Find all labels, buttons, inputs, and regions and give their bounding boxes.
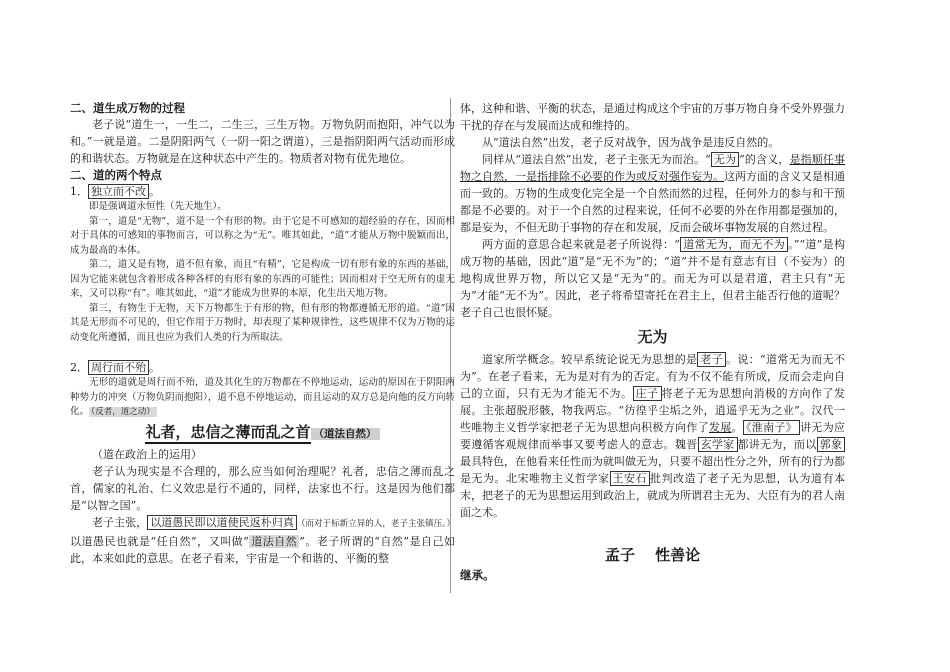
boxed-term: 《淮南子》 [743, 420, 800, 435]
text: 将老子无为思想向消极的方向作了发展。主张超脱形骸，物我两忘。“彷徨乎尘垢之外，逍遥乎无为之业”。汉代一些唯物主义哲学家把老子无为思想向积极方向作了 [460, 387, 845, 434]
paragraph: 老子认为现实是不合理的，那么应当如何治理呢？礼者，忠信之薄而乱之首，儒家的礼治、仁义效忠是行不通的，同样，法家也不行。这是因为他们都是“以智之国”。 [70, 464, 455, 512]
main-title [70, 420, 455, 446]
text: ”。老子所谓的“自然”是自己如此，本来如此的意思。在老子看来，宇宙是一个和谐的、平衡的整 [70, 534, 455, 565]
boxed-term: 老子 [697, 352, 726, 367]
side-note: （而对于标新立异的人，老子主张镇压。） [296, 518, 455, 529]
feature-number: 1． [70, 185, 88, 198]
sub-note: 即是强调道永恒性（先天地生）。 [89, 201, 227, 212]
boxed-term: 王安石 [610, 471, 651, 486]
paragraph [460, 236, 845, 321]
boxed-term: 道常无为，而无不为 [680, 237, 788, 252]
text: 同样从“道法自然”出发，老子主张无为而治。“ [482, 153, 711, 166]
section-heading: 二、道生成万物的过程 [70, 101, 185, 115]
paragraph: 第二，道又是有物，道不但有象，而且“有精”，它是构成一切有形有象的东西的基础，因为它能来就包含着形成各种各样的有形有象的东西的可能性；因而相对于空无所有的虚无来，又可以称“有”。唯其如此，“道”才能成为世界的本原，化生出天地万物。 [70, 259, 455, 299]
section-title: 孟子 性善论 [604, 546, 701, 564]
highlight-tag: （反者，道之动） [91, 407, 155, 417]
underlined-text: 发展 [709, 421, 732, 434]
right-page [460, 100, 845, 590]
left-page [70, 100, 455, 590]
paragraph: 第三，有物生于无物，天下万物都生于有形的物，但有形的物都遵循无形的道。“道”因其是无形而不可见的，但它作用于万物时，却表现了某种规律性，这些规律不仅为万物的运动变化所遵循，而且也应为我们人类的行为所取法。 [70, 302, 455, 343]
paragraph: 第一，道是“无物”，道不是一个有形的物。由于它是不可感知的超经验的存在，因而相对于具体的可感知的事物而言，可以称之为“无”。唯其如此，“道”才能从万物中脱颖而出，成为最高的本体。 [70, 215, 455, 256]
title-tag: （道法自然） [311, 428, 380, 440]
feature-2-line [70, 359, 455, 376]
paragraph [460, 351, 845, 521]
text: 。说：“道常无为而无不为”。在老子看来，无为是对有为的否定。有为不仅不能有所成，反而会走向自己的立面，只有无为才能无不为。 [460, 353, 845, 400]
text: ”的含义， [739, 153, 790, 166]
text: 最具特色，在他看来任性而为就叫做无为，只要不超出性分之外，所有的行为都是无为。北宋唯物主义哲学家 [460, 455, 845, 485]
text: 道家所学概念。较早系统论说无为思想的是 [482, 353, 698, 366]
text: 。”“道”是构成万物的基础，因此“道”是“无不为”的；“道”并不是有意志有目（不妄为）的地构成世界万物，所以它又是“无为”的。而无为可以是君道，君主只有“无为”才能“无不为”。因此，老子将希望寄托在君主上，但君主能否行他的道呢？老子自己也很怀疑。 [460, 238, 845, 319]
section-heading: 二、道的两个特点 [70, 168, 162, 182]
paragraph [70, 376, 455, 420]
paragraph [70, 514, 455, 567]
text: 这两方面的含义又是相通而一致的。万物的生成变化完全是一个自然而然的过程，任何外力的参与和干预都是不必要的。对于一个自然的过程来说，任何不必要的外在作用都是强加的，都是妄为，不但无助于事物的存在和发展，反而会破坏事物发展的自然过程。 [460, 170, 845, 234]
boxed-term: 郭象 [817, 437, 845, 452]
punct: 。 [149, 361, 160, 374]
underlined-text: 是指顺任事物之自然，一是指排除不必要的作为或反对强作妄为。 [460, 153, 845, 183]
text: 。 [731, 421, 743, 434]
paragraph [460, 151, 845, 236]
text: 都讲无为，而以 [737, 438, 817, 451]
boxed-term: 庄子 [633, 386, 662, 401]
paragraph: 老子说“道生一，一生二，二生三，三生万物。万物负阴而抱阳，冲气以为和。”一就是道。二是阴阳两气（一阴一阳之谓道），三是指阴阳两气活动而形成的和谐状态。万物就是在这种状态中产生的。物质者对物有优先地位。 [70, 118, 455, 165]
text: 讲无为应要遵循客观规律而举事又要考虑人的意志。魏晋 [460, 421, 845, 451]
sub-heading: 继承。 [460, 568, 495, 582]
text: 两方面的意思合起来就是老子所说得：“ [482, 238, 680, 251]
punct: 。 [149, 185, 160, 198]
section-title: 无为 [637, 328, 668, 346]
boxed-term: 玄学家 [698, 437, 738, 452]
boxed-term: 以道愚民即以道使民返朴归真 [147, 515, 297, 530]
paragraph: （道在政治上的运用） [92, 447, 202, 461]
main-title-text: 礼者，忠信之薄而乱之首 [145, 423, 310, 444]
paragraph-text: 无形的道就是周行而不殆，道及其化生的万物都在不停地运动，运动的原因在于阴阳两种势力的冲突（万物负阴而抱阳），道不息不停地运动，而且运动的双方总是向他的反方向转化。 [70, 377, 455, 417]
feature-1-line [70, 183, 455, 200]
text: 以道愚民也就是“任自然”，又叫做“ [70, 534, 249, 548]
paragraph: 体，这种和谐、平衡的状态，是通过构成这个宇宙的万事万物自身不受外界强力干扰的存在与发展而达成和维持的。 [460, 102, 845, 132]
highlight-term: 道法自然 [250, 534, 298, 548]
boxed-term: 周行而不殆 [88, 360, 149, 375]
boxed-term: 无为 [711, 152, 739, 167]
text: 老子主张， [92, 515, 148, 529]
feature-number: 2． [70, 361, 88, 374]
boxed-term: 独立而不改 [88, 184, 149, 199]
text: 批判改造了老子无为思想，认为道有本末，把老子的无为思想运用到政治上，就成为所谓君主无为、大臣有为的君人南面之术。 [460, 472, 845, 519]
paragraph: 从“道法自然”出发，老子反对战争，因为战争是违反自然的。 [482, 136, 780, 149]
